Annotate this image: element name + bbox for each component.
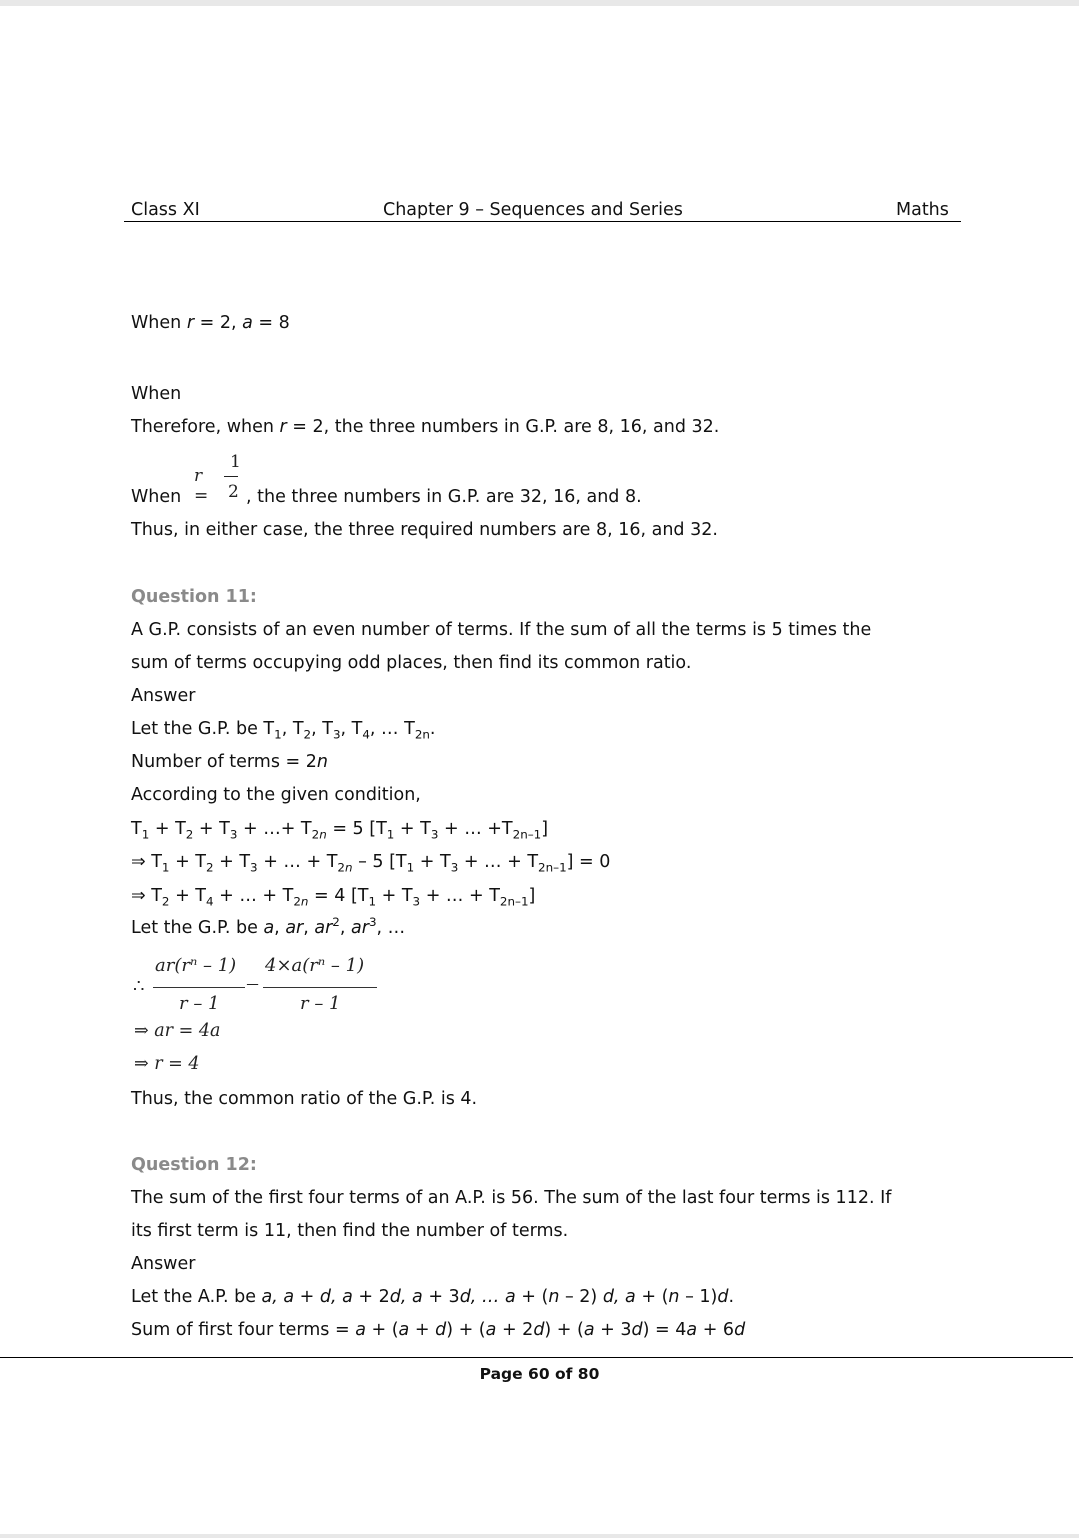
text-either-case: Thus, in either case, the three required numbers are 8, 16, and 32. bbox=[131, 520, 718, 540]
text-when: When bbox=[131, 384, 182, 404]
footer-rule bbox=[0, 1357, 1073, 1358]
header-subject: Maths bbox=[896, 200, 949, 220]
page-top-border bbox=[0, 0, 1079, 6]
question-12-title: Question 12: bbox=[131, 1155, 257, 1175]
q11-step-6: ⇒ $T_2 + T_4$ + … + $T_{2n} = 4$ [$T_1 + T_3$ + … + $T_{2n-1}$] bbox=[131, 886, 536, 909]
question-12-text-2: its first term is 11, then find the number of terms. bbox=[131, 1221, 569, 1241]
q12-step-2: Sum of first four terms = a + (a + d) + (a + 2d) + (a + 3d) = 4a + 6d bbox=[131, 1320, 746, 1340]
page-bottom-border bbox=[0, 1534, 1079, 1538]
q11-step-ar-4a: ⇒ ar = 4a bbox=[134, 1021, 221, 1041]
q11-step-5: ⇒ $T_1 + T_2 + T_3$ + … + $T_{2n} - 5$ [$T_1 + T_3$ + … + $T_{2n-1}] = 0$ bbox=[131, 852, 611, 875]
q11-step-2: Number of terms = 2n bbox=[131, 752, 328, 772]
q11-step-r-4: ⇒ r = 4 bbox=[134, 1054, 200, 1074]
q11-step-1: Let the G.P. be $T_1$, $T_2$, $T_3$, $T_4$, … $T_{2n}$. bbox=[131, 719, 436, 742]
bar-gap bbox=[245, 985, 263, 989]
answer-label-11: Answer bbox=[131, 686, 196, 706]
header-class: Class XI bbox=[131, 200, 200, 220]
q11-step-3: According to the given condition, bbox=[131, 785, 421, 805]
q11-conclusion: Thus, the common ratio of the G.P. is 4. bbox=[131, 1089, 478, 1109]
q11-step-4: $T_1 + T_2 + T_3$ + …+ $T_{2n} = 5$ [$T_1 + T_3$ + … $+T_{2n-1}$] bbox=[131, 819, 549, 842]
answer-label-12: Answer bbox=[131, 1254, 196, 1274]
eq-left-denominator: r – 1 bbox=[179, 993, 220, 1014]
q12-step-1: Let the A.P. be a, a + d, a + 2d, a + 3d, … a + (n – 2) d, a + (n – 1)d. bbox=[131, 1287, 735, 1307]
eq-right-numerator: 4×a(rⁿ – 1) bbox=[265, 955, 365, 976]
question-11-text-2: sum of terms occupying odd places, then find its common ratio. bbox=[131, 653, 692, 673]
q11-step-7: Let the G.P. be a, ar, $ar^2$, $ar^3$, … bbox=[131, 915, 406, 938]
text-when-r2: When r = 2, a = 8 bbox=[131, 313, 290, 333]
text-therefore-r2: Therefore, when r = 2, the three numbers in G.P. are 8, 16, and 32. bbox=[131, 417, 720, 437]
text-three-numbers-reverse: , the three numbers in G.P. are 32, 16, and 8. bbox=[246, 487, 642, 507]
header-rule bbox=[124, 221, 961, 222]
eq-left-numerator: ar(rⁿ – 1) bbox=[155, 955, 237, 976]
header-chapter: Chapter 9 – Sequences and Series bbox=[383, 200, 683, 220]
equation-right-side bbox=[245, 955, 385, 1019]
eq-right-denominator: r – 1 bbox=[300, 993, 341, 1014]
text-when-r-half: When bbox=[131, 487, 182, 507]
page-number: Page 60 of 80 bbox=[479, 1365, 600, 1383]
question-11-text-1: A G.P. consists of an even number of terms. If the sum of all the terms is 5 times the bbox=[131, 620, 872, 640]
question-11-title: Question 11: bbox=[131, 587, 257, 607]
question-12-text-1: The sum of the first four terms of an A.P. is 56. The sum of the last four terms is 112. If bbox=[131, 1188, 892, 1208]
therefore-symbol: ∴ bbox=[133, 976, 145, 997]
